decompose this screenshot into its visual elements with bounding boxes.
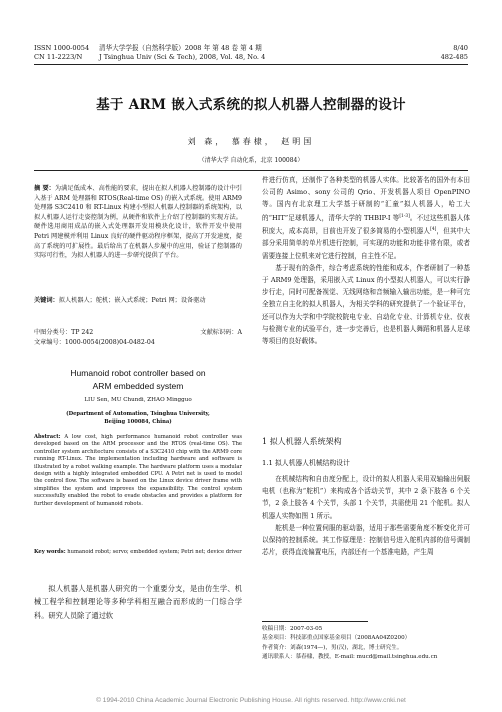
page-code: 8/40 <box>453 44 468 52</box>
document-code: 文献标识码：A <box>200 329 242 336</box>
footnotes <box>262 625 472 663</box>
english-abstract <box>34 434 242 508</box>
english-keywords <box>34 549 242 556</box>
journal-title-cn: 清华大学学报（自然科学版）2008 年 第 48 卷 第 4 期 <box>99 44 262 52</box>
footnote-fund: 基金项目：科技部重点国家基金项目（2008AA04Z0200） <box>262 635 411 642</box>
english-title <box>34 367 242 393</box>
english-authors: LIU Sen, MU Chundi, ZHAO Mingguo <box>84 397 192 403</box>
english-keywords-label: Key words: <box>34 549 66 555</box>
english-keywords-text: humanoid robot; servo; embedded system; Petri net; device driver <box>67 549 242 555</box>
abstract-cn-text: 为满足低成本、高性能的要求，提出在拟人机器人控制器的设计中引入基于 ARM 处理器和 RTOS(Real-time OS) 的嵌入式系统。使用 ARM9 处理器 S3C2410 和 RT-Linux 构建小型拟人机器人控制器的系统架构，以拟人机器人运行走姿控制为例，从硬件和软件上介绍了控制器的实现方法。硬件选用商用成品的嵌入式处理器开发用模块化设计，软件开发中使用 Petri 网建模并利用 Linux 良好的硬件驱动程序框架，提高了开发速度，提高了系统的可扩展性。最后给出了在机器人步履中的应用，验证了控制器的实际可行性，为拟人机器人的进一步研究提供了平台。 <box>34 185 243 260</box>
header-rule <box>34 64 468 65</box>
intro-text: 拟人机器人是机器人研究的一个重要分支，是由仿生学、机械工程学和控制理论等多种学科相互融合而形成的一门综合学科。研究人员除了通过软 <box>34 584 242 620</box>
abstract-cn <box>34 184 242 261</box>
cn-number: CN 11-2223/N <box>34 53 83 61</box>
journal-title-en: J Tsinghua Univ (Sci & Tech), 2008, Vol. 48, No. 4 <box>99 53 266 61</box>
body-p1-end: 。不过这些机器人体积庞大，成本高昂，目前也开发了很多简易的小型机器人 <box>262 213 470 236</box>
classification-block <box>34 328 242 348</box>
footnote-contact: 通讯联系人：慕春棣，教授，E-mail: mucd@mail.tsinghua.edu.cn <box>262 654 438 661</box>
english-abstract-text: A low cost, high performance humanoid robot controller was developed based on the ARM processor and the RTOS (real-time OS). The controller system architecture consists of a S3C2410 chip with the ARM9 core running RT-Linux. The implementation including hardware and software is illustrated by a robot walking example. The hardware platform uses a modular design with a highly integrated embedded CPU. A Petri net is used to model the control flow. The software is based on the Linux device driver frame with simplifies the system and improves the expansibility. The control system successfully enabled the robot to evade obstacles and provides a platform for further development of humanoid robots. <box>34 434 242 507</box>
title-rule <box>34 170 468 171</box>
keywords-cn-label: 关键词： <box>34 297 59 304</box>
english-affiliation <box>34 410 242 426</box>
issn: ISSN 1000-0054 <box>34 44 90 52</box>
paper-affiliation: （清华大学 自动化系，北京 100084） <box>198 157 304 164</box>
body-p1-end2: ，但其中大部分采用简单的单片机进行控制，可实现的功能和功能非常有限，或者需要连接上位机来对它进行控制，自主性不足。 <box>262 227 471 260</box>
footnote-rule <box>262 621 368 622</box>
body-right-bottom <box>262 473 470 558</box>
copyright-line: © 1994-2010 China Academic Journal Electronic Publishing House. All rights reserved. http://www.cnki.net <box>96 697 406 704</box>
body-paragraph-4: 舵机是一种位置伺服的驱动器，适用于那些需要角度不断变化并可以保持的控制系统。其工作原理是：控制信号进入舵机内部的信号调制芯片，获得直流偏置电压，内部还有一个基准电路，产生周 <box>262 523 470 557</box>
paper-title: 基于 ARM 嵌入式系统的拟人机器人控制器的设计 <box>96 97 406 113</box>
english-abstract-label: Abstract: <box>34 434 61 440</box>
abstract-cn-label: 摘 要： <box>34 185 55 192</box>
keywords-cn-text: 拟人机器人；舵机；嵌入式系统；Petri 网；设备驱动 <box>58 297 206 304</box>
body-paragraph-1 <box>262 174 470 262</box>
english-affil-line1: (Department of Automation, Tsinghua University, <box>66 411 210 417</box>
footnote-received: 收稿日期：2007-03-05 <box>262 626 323 632</box>
citation-4: [4] <box>430 227 437 232</box>
english-title-line2: ARM embedded system <box>92 381 184 391</box>
page-range: 482-485 <box>440 53 468 61</box>
body-right-top <box>262 174 470 347</box>
english-affil-line2: Beijing 100084, China) <box>104 419 172 425</box>
footnote-bio: 作者简介：刘森(1974—)，男(汉)，湖北，博士研究生。 <box>262 644 403 651</box>
paper-authors: 刘 森， 慕春棣， 赵明国 <box>187 137 315 146</box>
english-title-line1: Humanoid robot controller based on <box>70 368 206 378</box>
body-paragraph-2: 基于现有的条件，综合考虑系统的性能和成本，作者研制了一种基于 ARM9 处理器，采用嵌入式 Linux 的小型拟人机器人，可以实行静步行走，同时可配备视觉、无线网络和音频输入输出功能，是一种可完全独立自主化的拟人机器人，为相关学科的研究提供了一个验证平台，还可以作为大学和中学院校院电专业、自动化专业、计算机专业、仪表与检测专业的试验平台，进一步完善后，也是机器人舞蹈和机器人足球等项目的良好载体。 <box>262 263 470 346</box>
section-1-heading: 1 拟人机器人系统架构 <box>262 437 342 446</box>
clc-number: 中图分类号：TP 242 <box>34 329 94 336</box>
body-p1-text: 件进行仿真，还制作了各种类型的机器人实体。比较著名的国外有本田公司的 Asimo、sony 公司的 Qrio、开发机器人项目 OpenPINO 等。国内有北京理工大学基于研制的“汇童”拟人机器人，哈工大的“HIT”足球机器人，清华大学的 THBIP-I 等 <box>262 176 470 222</box>
keywords-cn <box>34 296 242 306</box>
article-id: 文章编号：1000-0054(2008)04-0482-04 <box>34 338 155 346</box>
body-paragraph-3: 在机械结构和自由度分配上，设计的拟人机器人采用双轴输出伺服电机（也称为“舵机”）来构成各个活动关节，其中 2 条下肢各 6 个关节，2 条上肢各 4 个关节，头部 1 个关节，共需使用 21 个舵机。拟人机器人实物如图 1 所示。 <box>262 475 470 520</box>
section-1-1-heading: 1.1 拟人机器人机械结构设计 <box>262 459 350 467</box>
intro-paragraph-left <box>34 582 242 622</box>
citation-1-3: [1-3] <box>399 213 410 219</box>
